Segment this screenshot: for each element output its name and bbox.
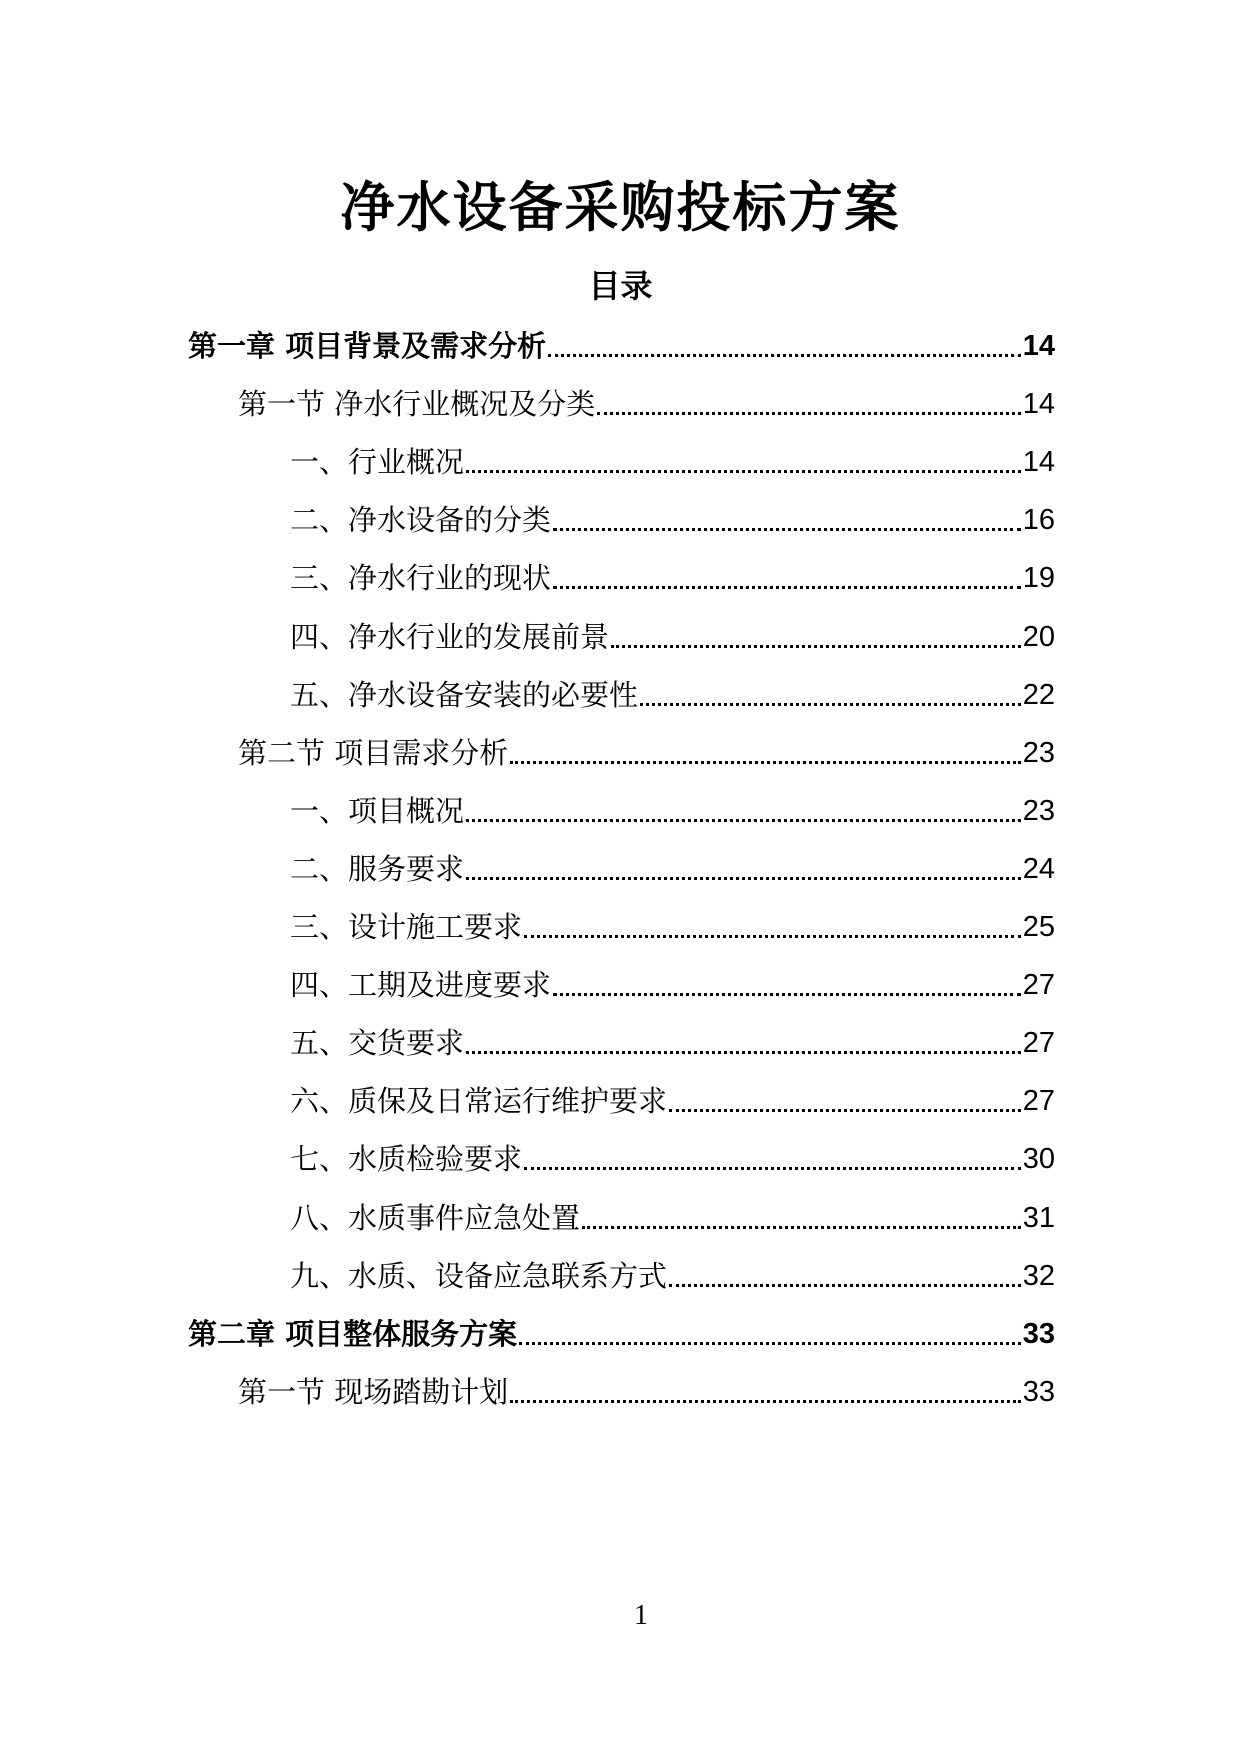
toc-heading: 目录 [588, 267, 653, 305]
toc-entry-page: 20 [1022, 621, 1055, 653]
toc-entry[interactable] [290, 434, 1055, 482]
toc-dot-leader [524, 1167, 1021, 1170]
toc-entry-page: 24 [1022, 853, 1055, 885]
toc-dot-leader [466, 877, 1021, 880]
toc-entry[interactable] [290, 1015, 1055, 1063]
toc-entry[interactable] [290, 550, 1055, 598]
toc-entry[interactable] [290, 1131, 1055, 1179]
toc-entry-page: 30 [1022, 1143, 1055, 1175]
toc-entry-label: 二、净水设备的分类 [290, 503, 552, 537]
toc-entry[interactable] [290, 1248, 1055, 1296]
toc-entry-page: 16 [1022, 504, 1055, 536]
toc-dot-leader [582, 1226, 1021, 1229]
toc-entry-label: 第一节 净水行业概况及分类 [238, 387, 596, 421]
toc-entry-page: 33 [1022, 1376, 1055, 1408]
toc-entry[interactable] [290, 609, 1055, 657]
toc-entry[interactable] [238, 725, 1055, 773]
document-title: 净水设备采购投标方案 [340, 176, 901, 239]
toc-entry-label: 第二节 项目需求分析 [238, 736, 509, 770]
toc-entry-page: 27 [1022, 1085, 1055, 1117]
toc-entry[interactable] [290, 667, 1055, 715]
toc-dot-leader [553, 528, 1021, 531]
toc-entry-page: 27 [1022, 969, 1055, 1001]
toc-entry-page: 19 [1022, 562, 1055, 594]
toc-entry-label: 七、水质检验要求 [290, 1142, 523, 1176]
toc-dot-leader [553, 993, 1021, 996]
toc-entry[interactable] [188, 318, 1055, 366]
toc-dot-leader [611, 645, 1021, 648]
toc-dot-leader [597, 412, 1021, 415]
toc-entry-label: 三、设计施工要求 [290, 910, 523, 944]
toc-entry-label: 三、净水行业的现状 [290, 561, 552, 595]
toc-entry-page: 14 [1022, 388, 1055, 420]
toc-entry-page: 27 [1022, 1027, 1055, 1059]
toc-entry[interactable] [290, 783, 1055, 831]
toc-entry[interactable] [290, 899, 1055, 947]
toc-dot-leader [669, 1284, 1021, 1287]
toc-entry-page: 33 [1022, 1318, 1055, 1350]
toc-dot-leader [466, 1051, 1021, 1054]
toc-dot-leader [466, 819, 1021, 822]
toc-entry-label: 第一节 现场踏勘计划 [238, 1375, 509, 1409]
toc-entry-page: 25 [1022, 911, 1055, 943]
toc-entry-label: 四、净水行业的发展前景 [290, 620, 610, 654]
toc-entry-label: 五、净水设备安装的必要性 [290, 678, 639, 712]
toc-entry-label: 五、交货要求 [290, 1026, 465, 1060]
toc-dot-leader [669, 1109, 1021, 1112]
toc-dot-leader [510, 1400, 1021, 1403]
toc-dot-leader [553, 586, 1021, 589]
toc-entry[interactable] [290, 957, 1055, 1005]
toc-entry[interactable] [290, 841, 1055, 889]
toc-entry[interactable] [290, 1073, 1055, 1121]
toc-entry[interactable] [188, 1306, 1055, 1354]
toc-entry-label: 六、质保及日常运行维护要求 [290, 1084, 668, 1118]
toc-dot-leader [510, 761, 1021, 764]
toc-entry[interactable] [290, 492, 1055, 540]
toc-entry-label: 一、行业概况 [290, 445, 465, 479]
toc-entry-label: 四、工期及进度要求 [290, 968, 552, 1002]
toc-dot-leader [519, 1342, 1021, 1345]
toc-entry[interactable] [290, 1190, 1055, 1238]
toc-entry-page: 23 [1022, 795, 1055, 827]
toc-entry[interactable] [238, 376, 1055, 424]
toc-entry-page: 14 [1022, 446, 1055, 478]
toc-entry-label: 第一章 项目背景及需求分析 [188, 329, 547, 363]
toc-entry[interactable] [238, 1364, 1055, 1412]
toc-entry-label: 第二章 项目整体服务方案 [188, 1317, 518, 1351]
toc-entry-page: 14 [1022, 330, 1055, 362]
toc-entry-label: 二、服务要求 [290, 852, 465, 886]
toc-entry-page: 31 [1022, 1202, 1055, 1234]
toc-entry-label: 八、水质事件应急处置 [290, 1201, 581, 1235]
toc-entry-page: 23 [1022, 737, 1055, 769]
toc-dot-leader [640, 703, 1021, 706]
toc-dot-leader [466, 470, 1021, 473]
toc-dot-leader [548, 354, 1021, 357]
toc-dot-leader [524, 935, 1021, 938]
page-number: 1 [634, 1600, 648, 1631]
toc-entry-label: 一、项目概况 [290, 794, 465, 828]
toc-entry-page: 22 [1022, 679, 1055, 711]
toc-entry-label: 九、水质、设备应急联系方式 [290, 1259, 668, 1293]
toc-entry-page: 32 [1022, 1260, 1055, 1292]
